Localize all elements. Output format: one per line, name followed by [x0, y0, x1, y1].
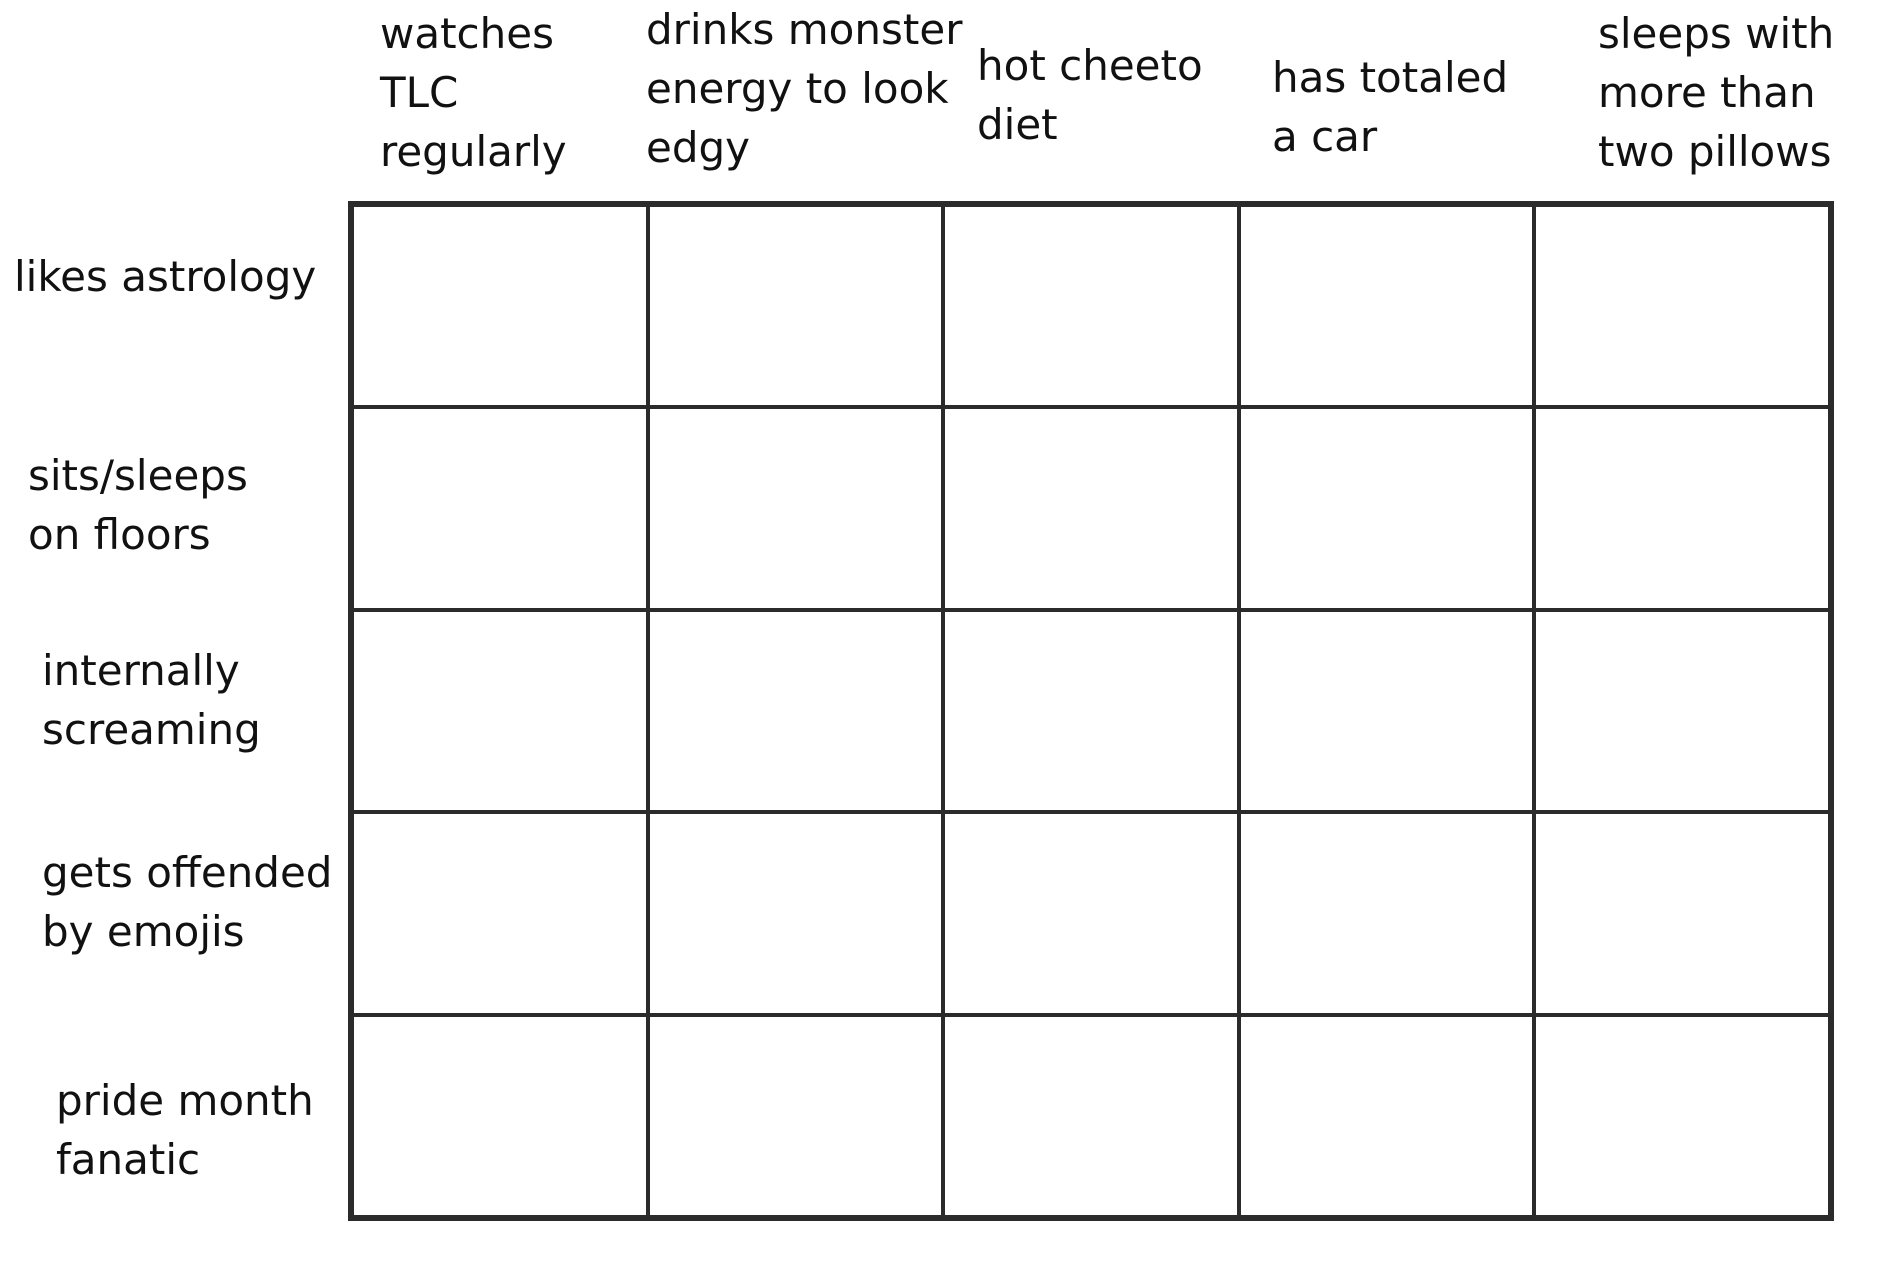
- grid-cell[interactable]: [1237, 1013, 1537, 1219]
- grid-cell[interactable]: [1532, 1013, 1832, 1219]
- column-header-pillows: sleeps with more than two pillows: [1598, 9, 1835, 176]
- grid-cell[interactable]: [1237, 405, 1537, 611]
- grid-cell[interactable]: [1532, 608, 1832, 814]
- grid-cell[interactable]: [350, 810, 650, 1016]
- column-header-totaled-car: has totaled a car: [1272, 53, 1509, 161]
- row-header-screaming: internally screaming: [42, 646, 261, 754]
- grid-cell[interactable]: [1237, 608, 1537, 814]
- grid-cell[interactable]: [646, 810, 946, 1016]
- grid-cell[interactable]: [1237, 203, 1537, 409]
- row-header-emojis: gets offended by emojis: [42, 848, 333, 956]
- grid-cell[interactable]: [350, 203, 650, 409]
- row-header-pride: pride month fanatic: [56, 1076, 314, 1184]
- grid-cell[interactable]: [646, 203, 946, 409]
- grid-cell[interactable]: [350, 608, 650, 814]
- grid-cell[interactable]: [646, 405, 946, 611]
- grid-cell[interactable]: [350, 1013, 650, 1219]
- grid-cell[interactable]: [1532, 810, 1832, 1016]
- row-header-astrology: likes astrology: [14, 252, 317, 301]
- alignment-grid: [348, 201, 1834, 1221]
- grid-cell[interactable]: [941, 608, 1241, 814]
- grid-cell[interactable]: [941, 1013, 1241, 1219]
- grid-cell[interactable]: [646, 608, 946, 814]
- column-header-drinks-monster: drinks monster energy to look edgy: [646, 5, 963, 172]
- column-header-watches-tlc: watches TLC regularly: [380, 9, 567, 176]
- grid-cell[interactable]: [1532, 203, 1832, 409]
- grid-cell[interactable]: [941, 405, 1241, 611]
- grid-cell[interactable]: [941, 810, 1241, 1016]
- grid-cell[interactable]: [1237, 810, 1537, 1016]
- row-header-floors: sits/sleeps on floors: [28, 451, 248, 559]
- grid-cell[interactable]: [941, 203, 1241, 409]
- grid-cell[interactable]: [1532, 405, 1832, 611]
- grid-cell[interactable]: [646, 1013, 946, 1219]
- grid-cell[interactable]: [350, 405, 650, 611]
- column-header-hot-cheeto: hot cheeto diet: [977, 41, 1203, 149]
